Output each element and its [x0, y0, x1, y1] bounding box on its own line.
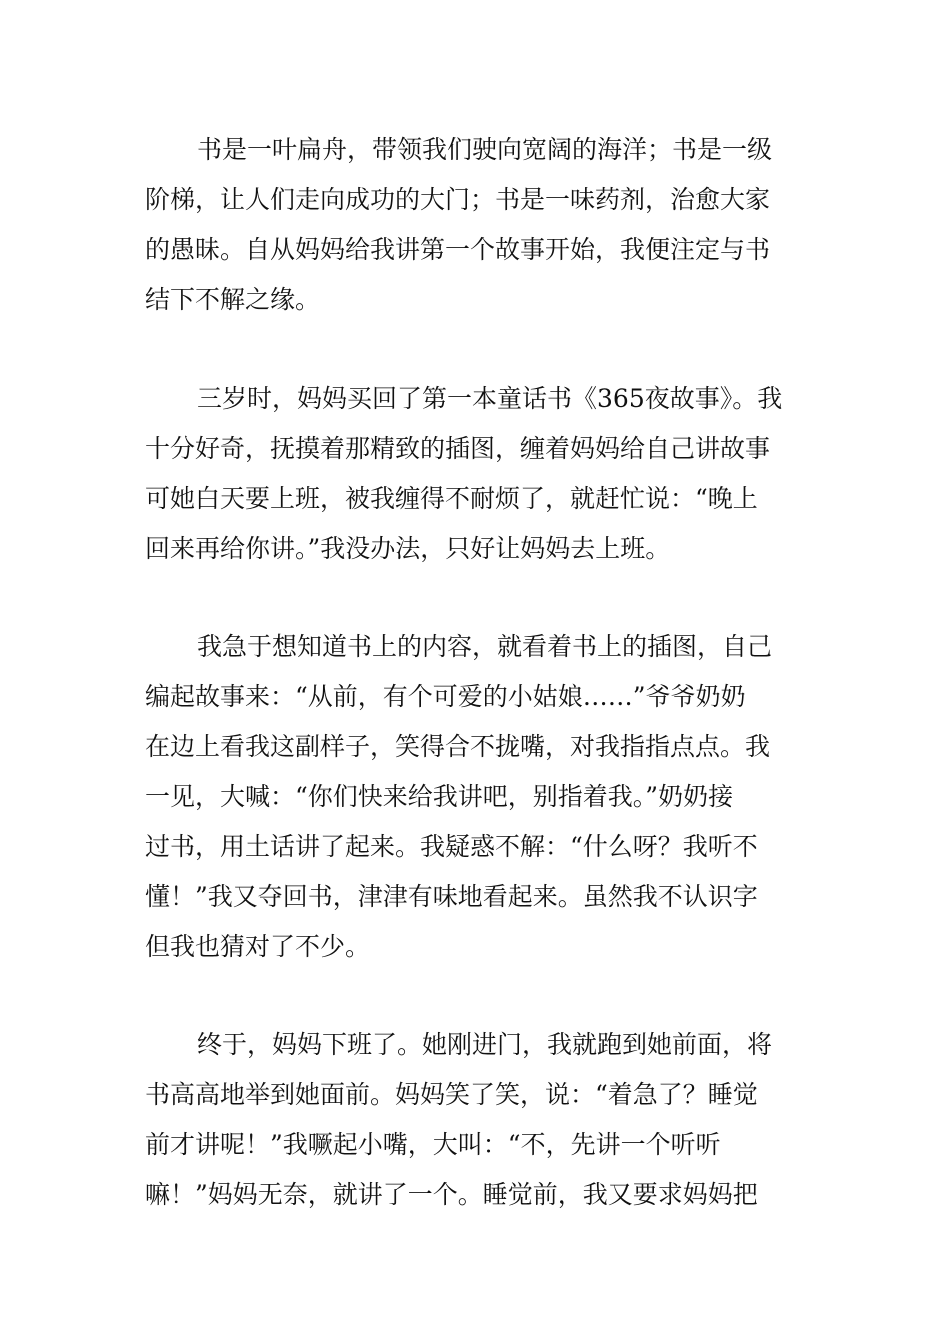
text-line: 前才讲呢！”我噘起小嘴，大叫：“不，先讲一个听听 [145, 1130, 721, 1159]
text-line: 过书，用土话讲了起来。我疑惑不解：“什么呀？我听不 [145, 832, 758, 861]
paragraph [145, 1020, 815, 1220]
text-line: 在边上看我这副样子，笑得合不拢嘴，对我指指点点。我 [145, 732, 771, 761]
paragraph [145, 622, 815, 972]
text-line: 但我也猜对了不少。 [145, 932, 371, 961]
text-line: 书是一叶扁舟，带领我们驶向宽阔的海洋；书是一级 [197, 135, 773, 164]
paragraph [145, 374, 815, 574]
text-line: 书高高地举到她面前。妈妈笑了笑，说：“着急了？睡觉 [145, 1080, 758, 1109]
paragraph [145, 125, 815, 325]
text-line: 十分好奇，抚摸着那精致的插图，缠着妈妈给自己讲故事 [145, 434, 771, 463]
text-line: 编起故事来：“从前，有个可爱的小姑娘……”爷爷奶奶 [145, 682, 746, 711]
text-line: 结下不解之缘。 [145, 285, 321, 314]
text-line: 懂！”我又夺回书，津津有味地看起来。虽然我不认识字 [145, 882, 758, 911]
text-line: 三岁时，妈妈买回了第一本童话书《365夜故事》。我 [197, 384, 783, 413]
text-line: 回来再给你讲。”我没办法，只好让妈妈去上班。 [145, 534, 671, 563]
text-line: 阶梯，让人们走向成功的大门；书是一味药剂，治愈大家 [145, 185, 771, 214]
text-line: 一见，大喊：“你们快来给我讲吧，别指着我。”奶奶接 [145, 782, 734, 811]
text-line: 嘛！”妈妈无奈，就讲了一个。睡觉前，我又要求妈妈把 [145, 1180, 758, 1209]
text-line: 终于，妈妈下班了。她刚进门，我就跑到她前面，将 [197, 1030, 773, 1059]
text-line: 我急于想知道书上的内容，就看着书上的插图，自己 [197, 632, 773, 661]
text-line: 可她白天要上班，被我缠得不耐烦了，就赶忙说：“晚上 [145, 484, 758, 513]
text-line: 的愚昧。自从妈妈给我讲第一个故事开始，我便注定与书 [145, 235, 771, 264]
